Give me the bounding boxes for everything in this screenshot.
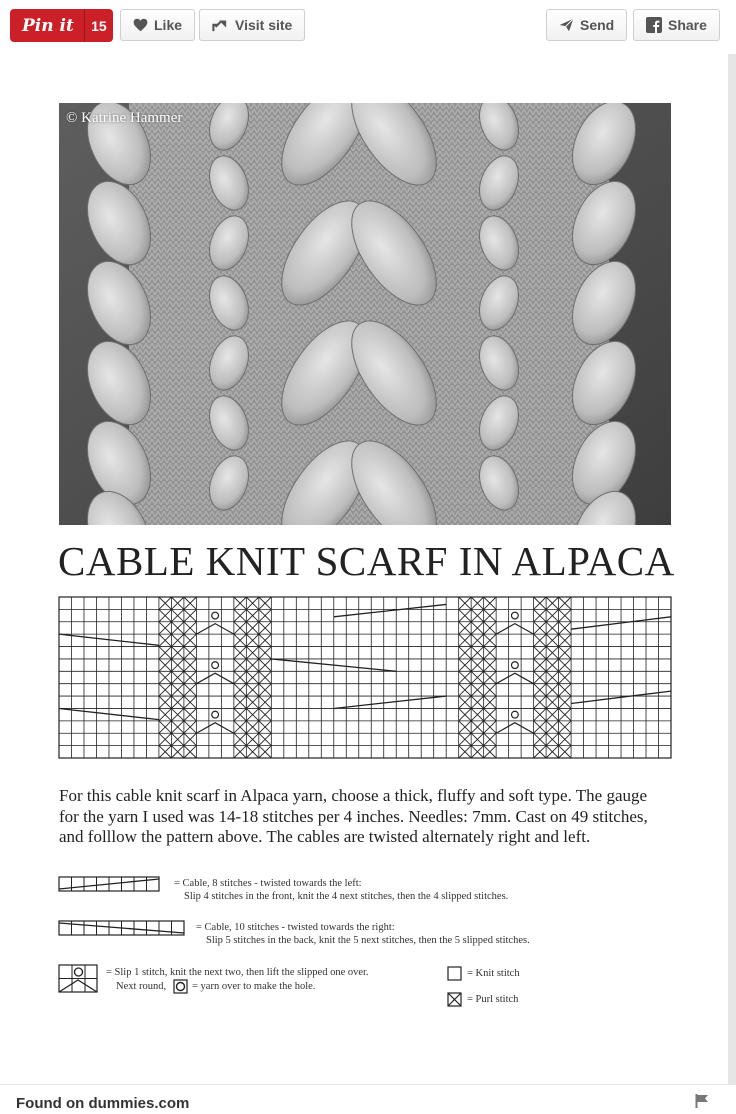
legend-slip-line2-prefix: Next round, <box>116 981 167 992</box>
slip-stitch-symbol <box>58 964 100 994</box>
legend-knit: = Knit stitch <box>467 968 520 979</box>
like-label: Like <box>154 17 183 33</box>
legend-cable-10-line2: Slip 5 stitches in the back, knit the 5 next stitches, then the 5 slipped stitches. <box>206 935 530 946</box>
send-icon <box>559 18 574 32</box>
scarf-photo <box>59 103 671 525</box>
pin-toolbar <box>0 0 736 55</box>
flag-icon[interactable] <box>695 1094 709 1108</box>
knit-stitch-symbol <box>447 966 462 981</box>
description-line: and folllow the pattern above. The cables are twisted alternately right and left. <box>59 827 591 846</box>
photo-copyright: © Katrine Hammer <box>66 110 183 126</box>
description-line: for the yarn I used was 14-18 stitches per 4 inches. Needles: 7mm. Cast on 49 stitches, <box>59 806 648 826</box>
pin-it-button[interactable] <box>10 9 113 42</box>
visit-site-button[interactable] <box>199 9 305 41</box>
legend-cable-10-line1: = Cable, 10 stitches - twisted towards the right: <box>196 922 395 933</box>
share-label: Share <box>668 17 707 33</box>
legend-purl: = Purl stitch <box>467 994 519 1005</box>
yarn-over-symbol <box>173 979 188 994</box>
pin-it-label: Pin it <box>10 9 85 42</box>
share-button[interactable] <box>633 9 720 41</box>
scrollbar-track[interactable] <box>728 54 736 1084</box>
purl-stitch-symbol <box>447 992 462 1007</box>
legend-cable-8-line2: Slip 4 stitches in the front, knit the 4 next stitches, then the 4 slipped stitches. <box>184 891 509 902</box>
pattern-title: CABLE KNIT SCARF IN ALPACA <box>58 538 675 584</box>
like-button[interactable] <box>120 9 195 41</box>
send-label: Send <box>580 17 615 33</box>
pattern-description <box>59 786 679 848</box>
pin-count: 15 <box>91 17 107 34</box>
heart-icon <box>133 18 148 32</box>
pin-footer <box>0 1084 736 1114</box>
legend-slip-line2-suffix: = yarn over to make the hole. <box>192 981 316 992</box>
legend-cable-8-line1: = Cable, 8 stitches - twisted towards the left: <box>174 878 362 889</box>
visit-site-icon <box>212 18 229 33</box>
found-on-link[interactable]: Found on dummies.com <box>16 1095 190 1112</box>
legend-slip-line1: = Slip 1 stitch, knit the next two, then lift the slipped one over. <box>106 967 369 978</box>
knitting-chart <box>58 596 672 759</box>
description-line: For this cable knit scarf in Alpaca yarn, choose a thick, fluffy and soft type. The gauge <box>59 786 648 805</box>
cable-10-symbol <box>58 920 186 937</box>
cable-8-symbol <box>58 876 162 893</box>
send-button[interactable] <box>546 9 627 41</box>
visit-site-label: Visit site <box>235 17 293 33</box>
facebook-icon <box>646 17 662 33</box>
